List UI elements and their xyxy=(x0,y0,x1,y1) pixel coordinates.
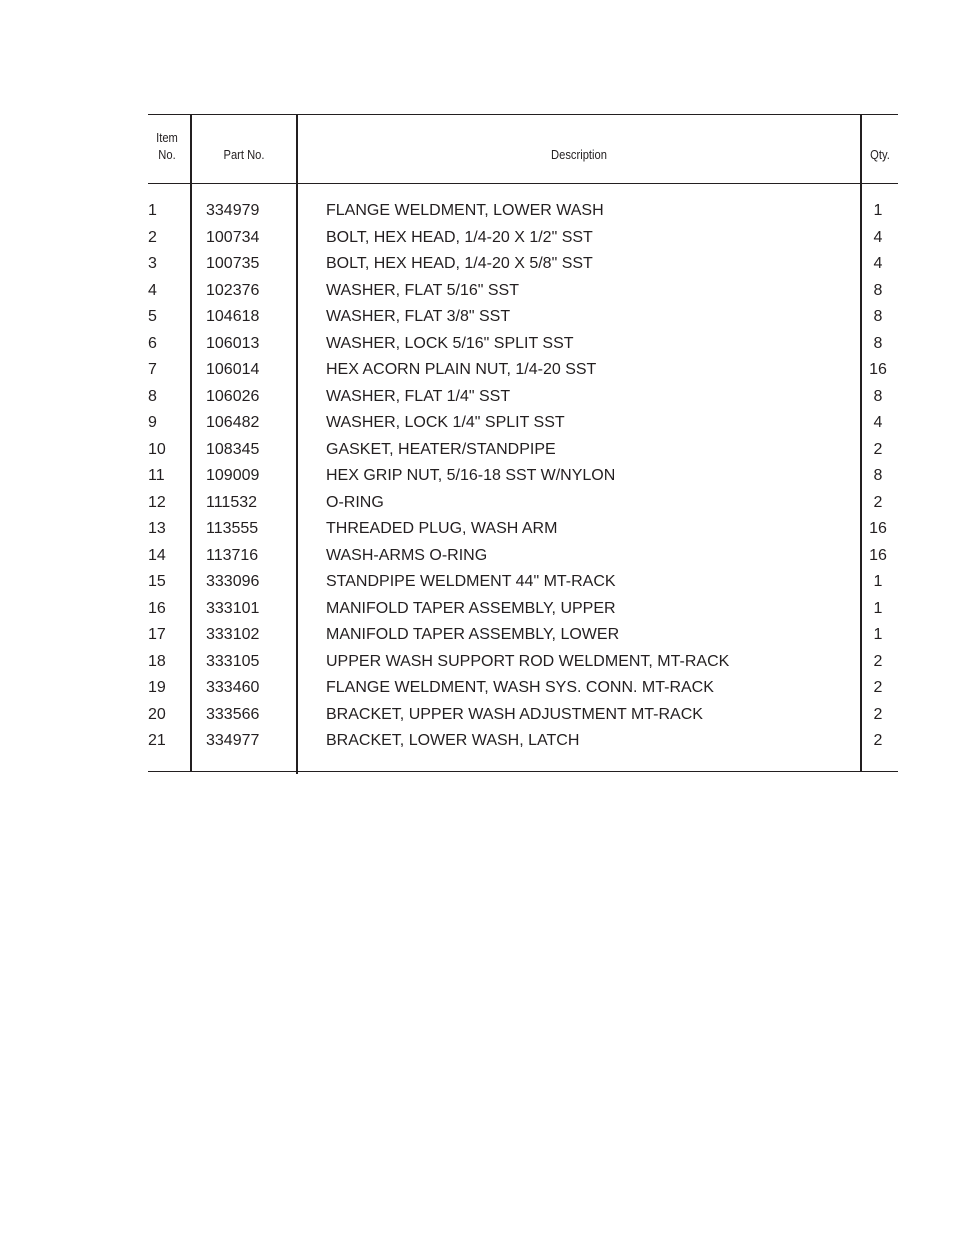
part-number-cell: 100734 xyxy=(206,228,260,246)
table-bottom-rule xyxy=(148,771,898,772)
quantity-cell: 16 xyxy=(869,361,887,378)
table-row xyxy=(148,519,898,545)
header-item-no xyxy=(151,129,184,163)
description-cell: MANIFOLD TAPER ASSEMBLY, LOWER xyxy=(326,626,620,643)
quantity-cell: 4 xyxy=(873,414,883,431)
table-top-rule xyxy=(148,114,898,115)
description-cell: THREADED PLUG, WASH ARM xyxy=(326,520,558,537)
table-row xyxy=(148,731,898,757)
header-item-line1: Item xyxy=(156,130,178,145)
quantity-cell: 16 xyxy=(869,520,887,537)
quantity-cell: 8 xyxy=(873,467,883,484)
part-number-cell: 333101 xyxy=(206,599,260,617)
table-row xyxy=(148,387,898,413)
description-cell: WASHER, LOCK 5/16" SPLIT SST xyxy=(326,334,574,352)
item-number-cell: 2 xyxy=(148,228,157,246)
table-row xyxy=(148,678,898,704)
header-description: Description xyxy=(551,147,607,162)
item-number-cell: 9 xyxy=(148,414,157,431)
description-cell: O-RING xyxy=(326,493,384,511)
table-row xyxy=(148,334,898,360)
quantity-cell: 2 xyxy=(873,732,883,749)
header-qty: Qty. xyxy=(870,147,890,162)
quantity-cell: 1 xyxy=(873,202,883,219)
quantity-cell: 2 xyxy=(873,652,883,670)
item-number-cell: 20 xyxy=(148,705,166,723)
item-number-cell: 15 xyxy=(148,573,166,590)
quantity-cell: 8 xyxy=(873,334,883,352)
description-cell: UPPER WASH SUPPORT ROD WELDMENT, MT-RACK xyxy=(326,652,730,670)
part-number-cell: 113716 xyxy=(206,546,259,564)
item-number-cell: 12 xyxy=(148,493,166,511)
description-cell: MANIFOLD TAPER ASSEMBLY, UPPER xyxy=(326,599,616,617)
table-row xyxy=(148,413,898,439)
item-number-cell: 16 xyxy=(148,599,166,617)
item-number-cell: 10 xyxy=(148,440,166,458)
description-cell: WASHER, LOCK 1/4" SPLIT SST xyxy=(326,414,565,431)
item-number-cell: 8 xyxy=(148,387,157,405)
description-cell: WASHER, FLAT 1/4" SST xyxy=(326,387,511,405)
table-row xyxy=(148,572,898,598)
item-number-cell: 11 xyxy=(148,467,165,484)
description-cell: BOLT, HEX HEAD, 1/4-20 X 1/2" SST xyxy=(326,228,593,246)
parts-list-table xyxy=(148,114,898,774)
table-row xyxy=(148,228,898,254)
item-number-cell: 18 xyxy=(148,652,166,670)
item-number-cell: 4 xyxy=(148,281,157,299)
part-number-cell: 333096 xyxy=(206,573,260,590)
part-number-cell: 106014 xyxy=(206,361,260,378)
description-cell: BRACKET, LOWER WASH, LATCH xyxy=(326,732,580,749)
part-number-cell: 106482 xyxy=(206,414,260,431)
header-item-line2: No. xyxy=(158,147,176,162)
description-cell: STANDPIPE WELDMENT 44" MT-RACK xyxy=(326,573,616,590)
table-row xyxy=(148,360,898,386)
description-cell: WASH-ARMS O-RING xyxy=(326,546,488,564)
item-number-cell: 21 xyxy=(148,732,166,749)
part-number-cell: 102376 xyxy=(206,281,260,299)
quantity-cell: 8 xyxy=(873,308,883,325)
table-row xyxy=(148,201,898,227)
item-number-cell: 6 xyxy=(148,334,157,352)
item-number-cell: 1 xyxy=(148,202,157,219)
table-row xyxy=(148,254,898,280)
item-number-cell: 5 xyxy=(148,308,157,325)
item-number-cell: 14 xyxy=(148,546,166,564)
table-row xyxy=(148,307,898,333)
part-number-cell: 334979 xyxy=(206,202,260,219)
quantity-cell: 1 xyxy=(873,626,883,643)
quantity-cell: 16 xyxy=(869,546,887,564)
quantity-cell: 2 xyxy=(873,705,883,723)
part-number-cell: 104618 xyxy=(206,308,260,325)
item-number-cell: 7 xyxy=(148,361,157,378)
description-cell: GASKET, HEATER/STANDPIPE xyxy=(326,440,556,458)
quantity-cell: 2 xyxy=(873,440,883,458)
table-row xyxy=(148,546,898,572)
description-cell: WASHER, FLAT 3/8" SST xyxy=(326,308,511,325)
description-cell: BOLT, HEX HEAD, 1/4-20 X 5/8" SST xyxy=(326,255,593,272)
quantity-cell: 8 xyxy=(873,281,883,299)
quantity-cell: 1 xyxy=(873,599,883,617)
part-number-cell: 108345 xyxy=(206,440,260,458)
description-cell: FLANGE WELDMENT, LOWER WASH xyxy=(326,202,604,219)
part-number-cell: 333566 xyxy=(206,705,260,723)
part-number-cell: 113555 xyxy=(206,520,259,537)
description-cell: HEX ACORN PLAIN NUT, 1/4-20 SST xyxy=(326,361,597,378)
part-number-cell: 333105 xyxy=(206,652,260,670)
table-row xyxy=(148,466,898,492)
description-cell: FLANGE WELDMENT, WASH SYS. CONN. MT-RACK xyxy=(326,679,714,696)
description-cell: BRACKET, UPPER WASH ADJUSTMENT MT-RACK xyxy=(326,705,703,723)
table-row xyxy=(148,493,898,519)
table-row xyxy=(148,599,898,625)
table-row xyxy=(148,281,898,307)
table-row xyxy=(148,440,898,466)
table-row xyxy=(148,625,898,651)
part-number-cell: 333460 xyxy=(206,679,260,696)
header-part-no: Part No. xyxy=(223,147,265,162)
part-number-cell: 106013 xyxy=(206,334,260,352)
part-number-cell: 334977 xyxy=(206,732,260,749)
header-bottom-rule xyxy=(148,183,898,184)
item-number-cell: 13 xyxy=(148,520,166,537)
table-row xyxy=(148,705,898,731)
quantity-cell: 2 xyxy=(873,493,883,511)
part-number-cell: 111532 xyxy=(206,493,258,511)
part-number-cell: 109009 xyxy=(206,467,260,484)
quantity-cell: 2 xyxy=(873,679,883,696)
part-number-cell: 100735 xyxy=(206,255,260,272)
quantity-cell: 8 xyxy=(873,387,883,405)
quantity-cell: 4 xyxy=(873,228,883,246)
quantity-cell: 1 xyxy=(873,573,883,590)
item-number-cell: 19 xyxy=(148,679,166,696)
quantity-cell: 4 xyxy=(873,255,883,272)
table-row xyxy=(148,652,898,678)
description-cell: HEX GRIP NUT, 5/16-18 SST W/NYLON xyxy=(326,467,616,484)
part-number-cell: 106026 xyxy=(206,387,260,405)
item-number-cell: 3 xyxy=(148,255,157,272)
item-number-cell: 17 xyxy=(148,626,166,643)
description-cell: WASHER, FLAT 5/16" SST xyxy=(326,281,519,299)
part-number-cell: 333102 xyxy=(206,626,260,643)
